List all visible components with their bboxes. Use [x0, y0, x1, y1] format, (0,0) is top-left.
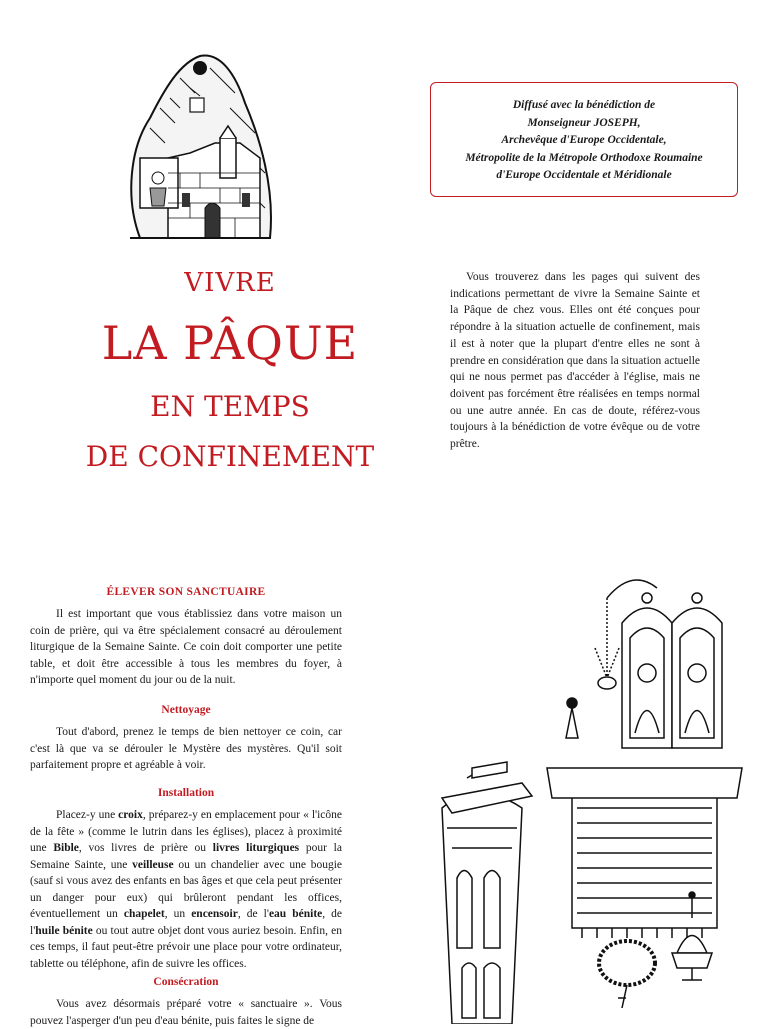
- bold-term: veilleuse: [132, 858, 174, 871]
- text-run: ou un chandelier avec une bougie (sauf si vous avez des enfants en bas âges et que cela peut présenter un danger pour eux) qui brûleront pendant les offices, éventuellement un: [30, 858, 342, 920]
- text-run: , un: [164, 908, 192, 920]
- title-line-en-temps: EN TEMPS: [150, 390, 310, 423]
- text-run: , préparez-y en emplacement pour « l'icône de la fête » (comme le lutrin dans les églises), placez à proximité une: [30, 809, 342, 854]
- bold-term: encensoir: [191, 908, 238, 920]
- title-line-vivre: VIVRE: [184, 268, 276, 298]
- text-run: ou tout autre objet dont vous auriez besoin. Enfin, en ces temps, il faut peut-être prévoir une place pour votre ordinateur, tablette ou téléphone, afin de suivre les offices.: [30, 924, 343, 970]
- benediction-box: [430, 82, 738, 197]
- text-run: Placez-y une: [56, 809, 119, 821]
- bold-term: Bible: [53, 842, 79, 854]
- benediction-line: Métropolite de la Métropole Orthodoxe Roumaine: [465, 151, 703, 164]
- title-line-la-paque: LA PÂQUE: [101, 316, 359, 370]
- section-heading-consecration: Consécration: [153, 976, 219, 988]
- title-line-de-confinement: DE CONFINEMENT: [85, 440, 375, 473]
- text-run: , de l': [237, 908, 269, 920]
- nettoyage-paragraph: Tout d'abord, prenez le temps de bien nettoyer ce coin, car c'est là que va se dérouler le Mystère des mystères. Qu'il soit parfaitement propre et agréable à voir.: [30, 726, 342, 771]
- text-run: pour la Semaine Sainte, une: [30, 842, 342, 871]
- benediction-line: Archevêque d'Europe Occidentale,: [501, 134, 667, 146]
- section-heading-nettoyage: Nettoyage: [161, 704, 211, 716]
- bold-term: croix: [118, 809, 143, 821]
- section-heading-sanctuaire: ÉLEVER SON SANCTUAIRE: [106, 586, 266, 598]
- section-heading-installation: Installation: [157, 787, 215, 799]
- bold-term: huile bénite: [35, 924, 93, 937]
- rock-church-illustration: [120, 48, 280, 248]
- bold-term: eau bénite: [268, 908, 323, 920]
- text-run: , vos livres de prière ou: [78, 842, 213, 854]
- bold-term: livres liturgiques: [212, 842, 300, 854]
- sanctuaire-paragraph: Il est important que vous établissiez dans votre maison un coin de prière, qui va être spécialement consacré au déroulement liturgique de la Semaine Sainte. Ce coin doit comporter une petite table, et doit être accessible à tous les membres du foyer, à n'importe quel moment du jour ou de la nuit.: [30, 608, 342, 686]
- installation-paragraph: [30, 807, 342, 972]
- bold-term: chapelet: [123, 908, 165, 920]
- benediction-line: Diffusé avec la bénédiction de: [512, 99, 656, 111]
- text-run: , de l': [30, 908, 343, 937]
- consecration-paragraph: Vous avez désormais préparé votre « sanctuaire ». Vous pouvez l'asperger d'un peu d'eau bénite, puis faites le signe de: [30, 998, 342, 1027]
- benediction-line: d'Europe Occidentale et Méridionale: [496, 169, 672, 181]
- benediction-text: [431, 97, 737, 185]
- icon-corner-illustration: [432, 568, 762, 1024]
- benediction-line: Monseigneur JOSEPH,: [527, 116, 641, 129]
- intro-paragraph: Vous trouverez dans les pages qui suivent des indications permettant de vivre la Semaine Sainte et la Pâque de chez vous. Elles ont été conçues pour répondre à la situation actuelle de confinement, mais il est à noter que la plupart d'entre elles ne sont à prendre en considération que dans la situation actuelle qui ne nous permet pas d'accéder à l'église, mais ne doivent pas forcément être réalisées en temps normal ou une autre année. En cas de doute, référez-vous toujours à la bénédiction de votre évêque ou de votre prêtre.: [450, 271, 700, 451]
